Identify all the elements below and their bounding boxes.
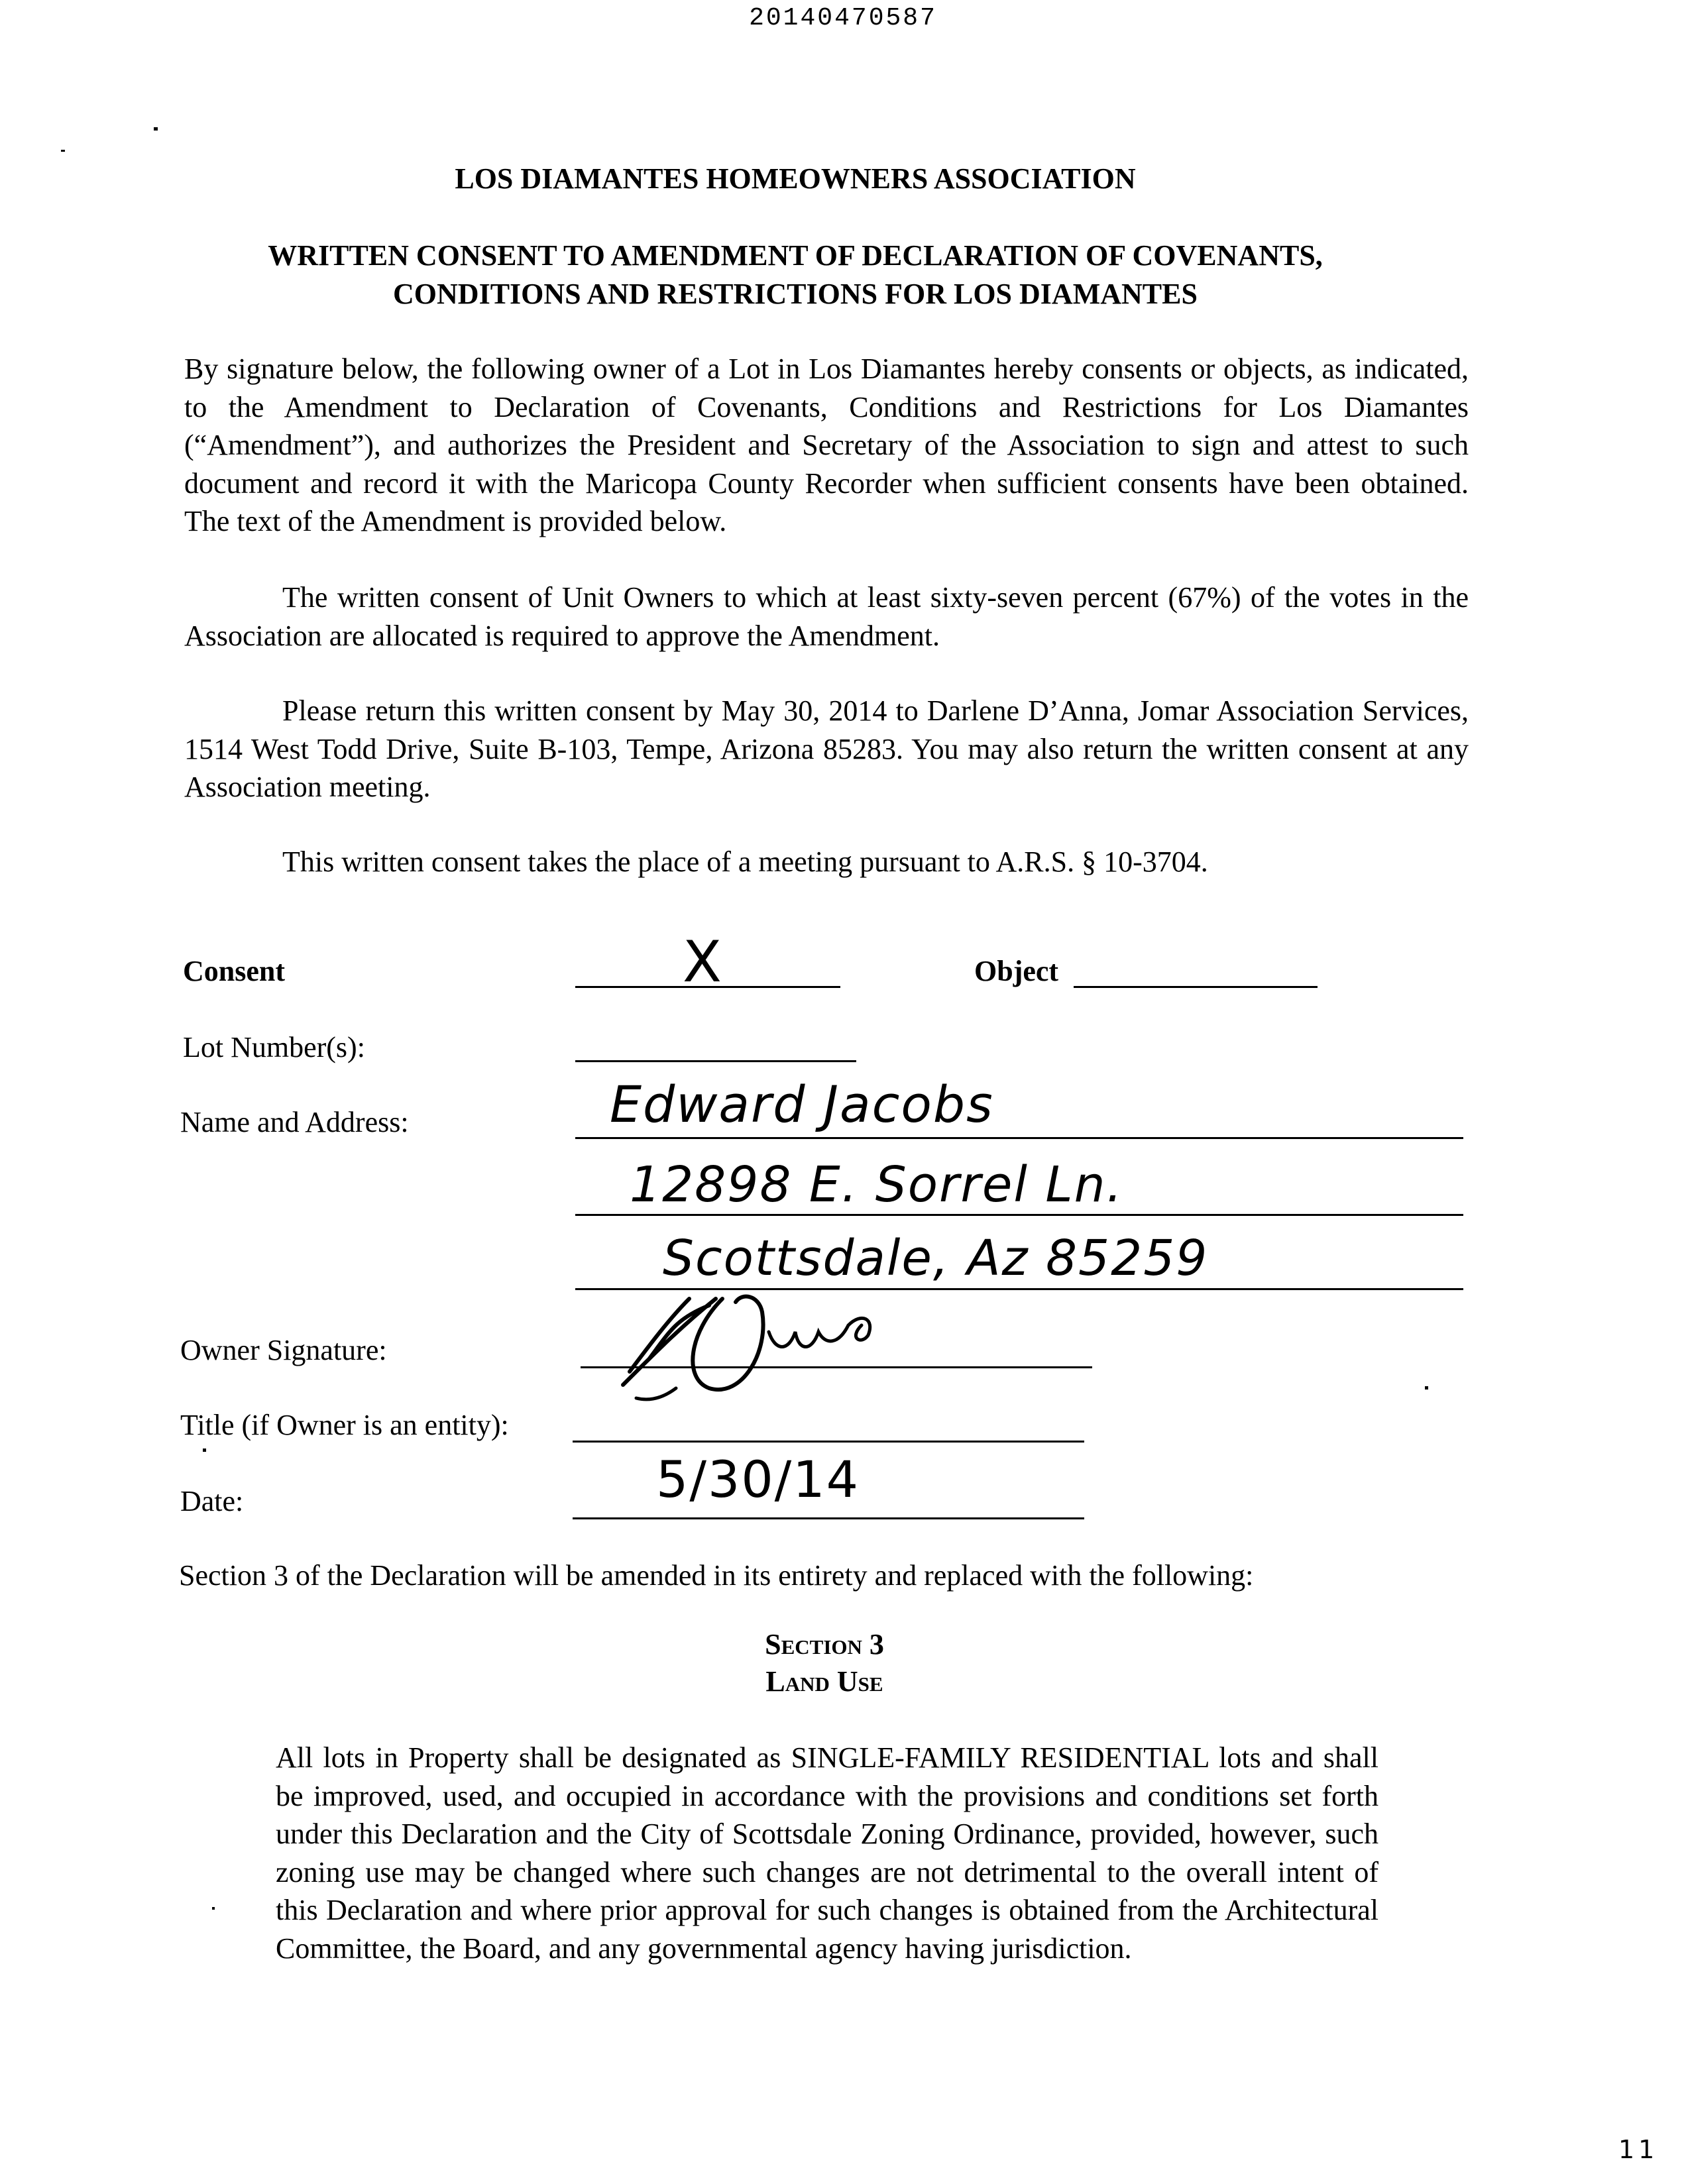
section-body: All lots in Property shall be designated as SINGLE-FAMILY RESIDENTIAL lots and shall be improved, used, and occupied in accordance with the provisions and conditions set forth under this Declaration and the City of Scottsdale Zoning Ordinance, provided, however, such zoning use may be changed where such changes are not detrimental to the overall intent of this Declaration and where prior approval for such changes is obtained from the Architectural Committee, the Board, and any governmental agency having jurisdiction.	[276, 1741, 1378, 1965]
section-title: Land Use	[765, 1665, 883, 1698]
date-handwritten: 5/30/14	[656, 1450, 860, 1509]
date-label: Date:	[180, 1485, 244, 1517]
consent-label: Consent	[183, 955, 286, 987]
scan-speck	[61, 150, 65, 152]
object-line[interactable]	[1074, 986, 1318, 988]
scan-speck	[212, 1907, 215, 1910]
object-label: Object	[974, 955, 1059, 987]
form-title-line2: CONDITIONS AND RESTRICTIONS FOR LOS DIAMANTES	[393, 278, 1198, 310]
section-number: Section 3	[765, 1628, 884, 1661]
address-line2-handwritten: Scottsdale, Az 85259	[663, 1230, 1209, 1287]
date-line[interactable]	[573, 1517, 1084, 1519]
scan-speck	[154, 127, 158, 131]
consent-mark: X	[683, 929, 723, 995]
association-title: LOS DIAMANTES HOMEOWNERS ASSOCIATION	[455, 162, 1136, 195]
lot-number-line[interactable]	[575, 1060, 856, 1062]
name-line[interactable]	[575, 1137, 1463, 1139]
address-line1-handwritten: 12898 E. Sorrel Ln.	[630, 1156, 1124, 1213]
entity-title-label: Title (if Owner is an entity):	[180, 1409, 509, 1441]
recording-number: 20140470587	[749, 4, 937, 32]
scan-speck	[1425, 1386, 1428, 1390]
amendment-intro: Section 3 of the Declaration will be amended in its entirety and replaced with the following:	[179, 1559, 1254, 1592]
owner-name-handwritten: Edward Jacobs	[610, 1075, 994, 1134]
lot-number-label: Lot Number(s):	[183, 1031, 365, 1064]
meeting-statement: This written consent takes the place of a meeting pursuant to A.R.S. § 10-3704.	[282, 846, 1208, 878]
form-title-line1: WRITTEN CONSENT TO AMENDMENT OF DECLARATION OF COVENANTS,	[268, 239, 1323, 272]
return-instructions-paragraph: Please return this written consent by May 30, 2014 to Darlene D’Anna, Jomar Association Services, 1514 West Todd Drive, Suite B-103, Tempe, Arizona 85283. You may also return the written consent at any Association meeting.	[184, 694, 1469, 803]
scan-speck	[203, 1448, 206, 1452]
address-line-1[interactable]	[575, 1214, 1463, 1216]
owner-signature-scribble	[610, 1272, 954, 1405]
entity-title-line[interactable]	[573, 1441, 1084, 1443]
owner-signature-label: Owner Signature:	[180, 1334, 387, 1366]
name-address-label: Name and Address:	[180, 1106, 409, 1138]
requirement-paragraph: The written consent of Unit Owners to which at least sixty-seven percent (67%) of the votes in the Association are allocated is required to approve the Amendment.	[184, 581, 1469, 652]
page-mark: 11	[1618, 2135, 1659, 2164]
intro-paragraph: By signature below, the following owner of a Lot in Los Diamantes hereby consents or objects, as indicated, to the Amendment to Declaration of Covenants, Conditions and Restrictions for Los Diamantes (“Amendment”), and authorizes the President and Secretary of the Association to sign and attest to such document and record it with the Maricopa County Recorder when sufficient consents have been obtained. The text of the Amendment is provided below.	[184, 353, 1469, 537]
